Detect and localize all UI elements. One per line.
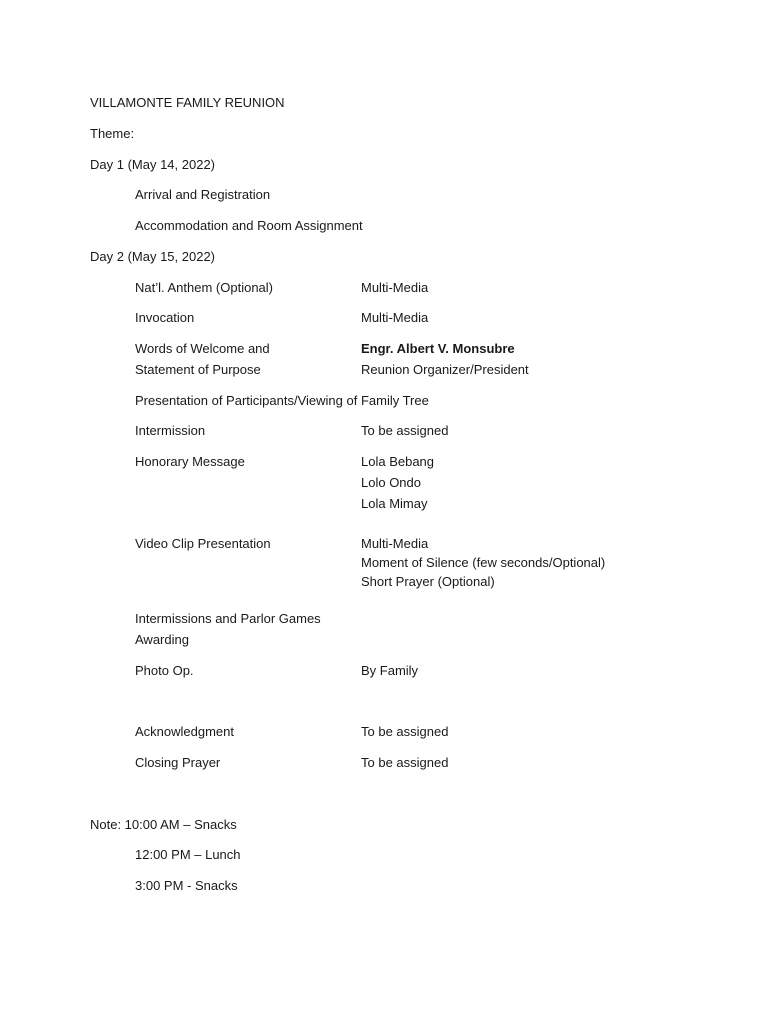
organizer-name: Engr. Albert V. Monsubre [361,341,515,356]
program-assignee: Short Prayer (Optional) [361,574,495,589]
program-assignee: Multi-Media [361,310,429,325]
program-item: Presentation of Participants/Viewing of Family Tree [135,393,429,408]
program-item: Statement of Purpose [135,362,261,377]
program-item: Closing Prayer [135,755,221,770]
program-item: Awarding [135,632,189,647]
day1-item: Arrival and Registration [135,187,271,202]
day1-item: Accommodation and Room Assignment [135,218,363,233]
program-assignee: Lola Mimay [361,496,428,511]
note-line: Note: 10:00 AM – Snacks [90,817,237,832]
document-title: VILLAMONTE FAMILY REUNION [90,95,285,110]
organizer-role: Reunion Organizer/President [361,362,529,377]
program-assignee: By Family [361,663,419,678]
theme-label: Theme: [90,126,135,141]
program-item: Acknowledgment [135,724,234,739]
program-item: Invocation [135,310,195,325]
program-item: Honorary Message [135,454,245,469]
program-item: Words of Welcome and [135,341,270,356]
program-assignee: Lolo Ondo [361,475,421,490]
program-item: Nat’l. Anthem (Optional) [135,280,274,295]
program-assignee: To be assigned [361,724,449,739]
day1-heading: Day 1 (May 14, 2022) [90,157,216,172]
program-assignee: Multi-Media [361,536,429,551]
program-assignee: To be assigned [361,423,449,438]
program-item: Intermission [135,423,206,438]
program-item: Photo Op. [135,663,194,678]
day2-heading: Day 2 (May 15, 2022) [90,249,216,264]
program-assignee: Lola Bebang [361,454,435,469]
program-item: Intermissions and Parlor Games [135,611,321,626]
program-assignee: To be assigned [361,755,449,770]
program-item: Video Clip Presentation [135,536,271,551]
program-assignee: Moment of Silence (few seconds/Optional) [361,555,606,570]
note-line: 12:00 PM – Lunch [135,847,241,862]
note-line: 3:00 PM - Snacks [135,878,238,893]
program-assignee: Multi-Media [361,280,429,295]
